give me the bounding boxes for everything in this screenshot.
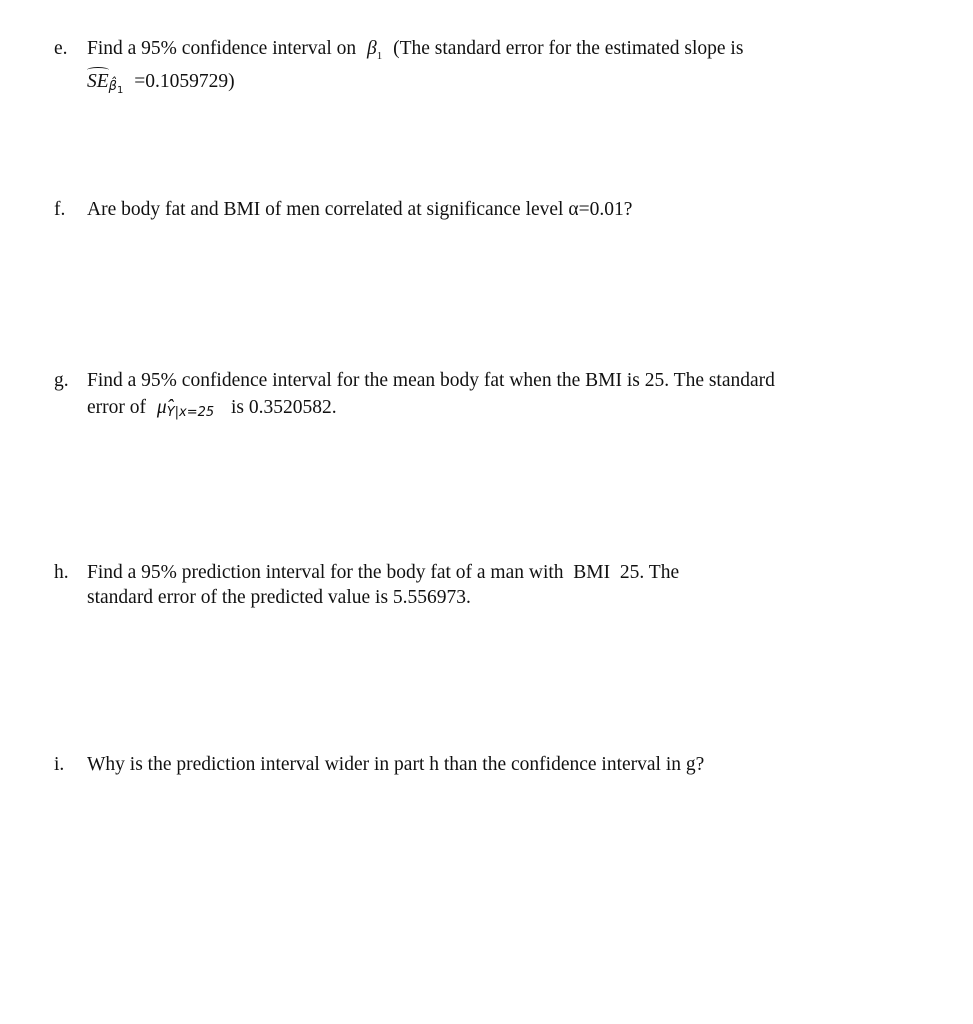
- question-h-line1: Find a 95% prediction interval for the body fat of a man with BMI 25. The: [87, 562, 680, 583]
- se-subscript-index: 1: [116, 85, 124, 96]
- mu-hat-symbol: μ̂: [156, 397, 167, 418]
- question-e-text-after: (The standard error for the estimated slope is: [393, 38, 744, 59]
- question-g-line2-after: is 0.3520582.: [231, 397, 337, 418]
- question-f-letter: f.: [54, 199, 66, 220]
- question-h-letter: h.: [54, 562, 69, 583]
- question-e-line1: [87, 38, 743, 60]
- beta-one-symbol: [367, 38, 383, 62]
- question-e-letter: e.: [54, 38, 68, 59]
- question-e-line2: [87, 71, 235, 96]
- se-subscript: [109, 79, 124, 94]
- question-h-line2: standard error of the predicted value is 5.556973.: [87, 587, 471, 608]
- question-g-line2: [87, 397, 337, 419]
- hat-accent: [87, 67, 109, 73]
- mu-subscript: Y|x=25: [166, 405, 215, 420]
- se-subscript-beta: β̂: [108, 79, 117, 94]
- beta-symbol: β: [367, 38, 377, 59]
- question-i-text: Why is the prediction interval wider in part h than the confidence interval in g?: [87, 754, 705, 775]
- se-value: =0.1059729): [134, 71, 235, 92]
- question-g-line2-before: error of: [87, 397, 147, 418]
- se-label: SE: [87, 71, 109, 92]
- question-f-text: Are body fat and BMI of men correlated at significance level α=0.01?: [87, 199, 633, 220]
- question-e-text-before: Find a 95% confidence interval on: [87, 38, 357, 59]
- question-i-letter: i.: [54, 754, 65, 775]
- beta-subscript: 1: [376, 50, 383, 62]
- se-beta-symbol: [87, 71, 109, 93]
- question-g-line1: Find a 95% confidence interval for the mean body fat when the BMI is 25. The standard: [87, 370, 775, 391]
- question-g-letter: g.: [54, 370, 69, 391]
